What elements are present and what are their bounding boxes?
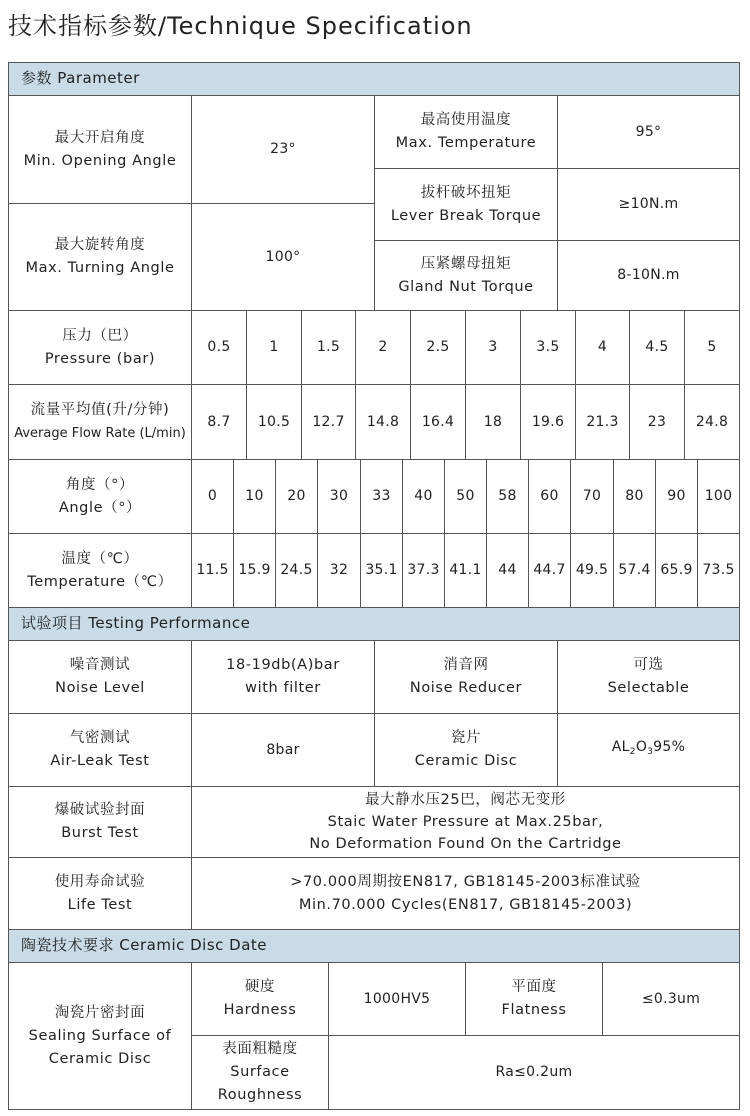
pressure-value-2: 1.5 [301,310,355,384]
pressure-value-9: 5 [684,310,739,384]
burst-test-cn: 爆破试验封面 [54,802,146,818]
pressure-value-0: 0.5 [191,310,246,384]
flatness-label [465,963,602,1035]
flow-rate-value-5: 18 [465,384,520,459]
pressure-label [9,310,191,384]
max-temperature-en: Max. Temperature [395,135,537,151]
max-turning-angle-cn: 最大旋转角度 [54,237,146,253]
temperature-value-5: 37.3 [402,533,444,607]
noise-reducer-en: Noise Reducer [409,680,523,696]
min-opening-angle-en: Min. Opening Angle [23,152,177,169]
pressure-value-8: 4.5 [629,310,684,384]
temperature-value-1: 15.9 [233,533,275,607]
ceramic-section-header: 陶瓷技术要求 Ceramic Disc Date [9,929,739,963]
parameter-section-header: 参数 Parameter [9,63,739,96]
specification-table [8,62,740,1110]
selectable-cn: 可选 [633,657,664,673]
angle-value-8: 60 [528,459,570,533]
pressure-en: Pressure (bar) [44,350,156,367]
max-temperature-value: 95° [557,96,739,168]
sealing-surface-en-line2: Ceramic Disc [48,1050,152,1067]
noise-reducer-cn: 消音网 [443,657,489,673]
lever-break-torque-cn: 拔杆破坏扭矩 [420,184,512,201]
noise-reducer-cell [374,641,557,713]
max-turning-angle-label [9,203,191,310]
angle-value-2: 20 [275,459,317,533]
flatness-cn: 平面度 [511,979,557,995]
temperature-value-10: 57.4 [613,533,655,607]
noise-level-label [9,641,191,713]
angle-label [9,459,191,533]
ceramic-disc-cn: 瓷片 [450,730,482,746]
noise-level-value-line1: 18-19db(A)bar [226,657,340,673]
max-turning-angle-en: Max. Turning Angle [25,260,175,276]
flow-rate-value-7: 21.3 [575,384,629,459]
noise-level-en: Noise Level [55,680,145,696]
hardness-cn: 硬度 [244,979,276,995]
angle-value-4: 33 [360,459,402,533]
life-test-cn: 使用寿命试验 [54,873,146,890]
roughness-label [191,1035,328,1109]
flow-rate-en: Average Flow Rate (L/min) [14,426,186,441]
angle-value-7: 58 [486,459,528,533]
min-opening-angle-value: 23° [191,96,374,203]
roughness-cn: 表面粗糙度 [222,1041,298,1057]
lever-break-torque-label [374,168,557,240]
angle-value-3: 30 [317,459,360,533]
max-turning-angle-value: 100° [191,203,374,310]
lever-break-torque-value: ≥10N.m [557,168,739,240]
min-opening-angle-cn: 最大开启角度 [54,129,146,146]
air-leak-cn: 气密测试 [69,730,131,746]
flow-rate-value-2: 12.7 [301,384,355,459]
flow-rate-value-0: 8.7 [191,384,246,459]
flow-rate-value-4: 16.4 [410,384,465,459]
hardness-en: Hardness [223,1002,297,1018]
selectable-en: Selectable [607,680,690,696]
air-leak-label [9,713,191,786]
burst-test-line2: Staic Water Pressure at Max.25bar, [327,814,604,830]
roughness-value: Ra≤0.2um [328,1035,739,1109]
flow-rate-value-9: 24.8 [684,384,739,459]
testing-section-header: 试验项目 Testing Performance [9,607,739,641]
noise-level-value [191,641,374,713]
pressure-value-6: 3.5 [520,310,575,384]
max-temperature-cn: 最高使用温度 [420,112,512,128]
air-leak-value: 8bar [191,713,374,786]
temperature-value-4: 35.1 [360,533,402,607]
pressure-value-3: 2 [355,310,410,384]
gland-nut-torque-value: 8-10N.m [557,240,739,310]
alumina-value [557,713,739,786]
angle-value-12: 100 [697,459,739,533]
ceramic-disc-en: Ceramic Disc [414,753,518,769]
air-leak-en: Air-Leak Test [50,753,150,769]
life-test-line1: >70.000周期按EN817, GB18145-2003标准试验 [290,873,641,890]
flow-rate-cn: 流量平均值(升/分钟) [30,402,170,418]
flow-rate-value-1: 10.5 [246,384,301,459]
angle-value-9: 70 [570,459,613,533]
temperature-label [9,533,191,607]
burst-test-label [9,786,191,857]
pressure-cn: 压力（巴） [62,327,138,344]
flatness-value: ≤0.3um [602,963,739,1035]
lever-break-torque-en: Lever Break Torque [390,207,542,224]
angle-en: Angle（°） [58,499,142,516]
sealing-surface-label [9,963,191,1109]
sealing-surface-en-line1: Sealing Surface of [28,1027,172,1044]
angle-cn: 角度（°） [65,476,135,493]
max-temperature-label [374,96,557,168]
angle-value-5: 40 [402,459,444,533]
noise-level-cn: 噪音测试 [69,657,131,673]
burst-test-en: Burst Test [61,825,139,841]
temperature-value-8: 44.7 [528,533,570,607]
temperature-value-9: 49.5 [570,533,613,607]
selectable-cell [557,641,739,713]
pressure-value-7: 4 [575,310,629,384]
gland-nut-torque-en: Gland Nut Torque [398,278,534,295]
gland-nut-torque-cn: 压紧螺母扭矩 [420,255,512,272]
burst-test-line3: No Deformation Found On the Cartridge [309,836,622,852]
flow-rate-value-6: 19.6 [520,384,575,459]
sealing-surface-cn: 淘瓷片密封面 [54,1004,146,1021]
flow-rate-value-3: 14.8 [355,384,410,459]
angle-value-10: 80 [613,459,655,533]
temperature-cn: 温度（℃） [61,550,139,567]
angle-value-0: 0 [191,459,233,533]
ceramic-disc-cell [374,713,557,786]
alumina-formula: $AL_2O_395\%$ [611,739,686,757]
pressure-value-4: 2.5 [410,310,465,384]
flow-rate-label [9,384,191,459]
burst-test-value [191,786,739,857]
life-test-value [191,857,739,929]
temperature-value-3: 32 [317,533,360,607]
angle-value-11: 90 [655,459,697,533]
noise-level-value-line2: with filter [245,680,321,696]
life-test-en: Life Test [67,896,133,913]
pressure-value-1: 1 [246,310,301,384]
life-test-label [9,857,191,929]
temperature-value-0: 11.5 [191,533,233,607]
temperature-en: Temperature（℃） [27,573,173,590]
temperature-value-12: 73.5 [697,533,739,607]
hardness-value: 1000HV5 [328,963,465,1035]
temperature-value-11: 65.9 [655,533,697,607]
page-title: 技术指标参数/Technique Specification [8,12,473,40]
angle-value-1: 10 [233,459,275,533]
burst-test-line1: 最大静水压25巴，阀芯无变形 [365,792,566,808]
temperature-value-7: 44 [486,533,528,607]
roughness-en-line1: Surface [230,1064,290,1080]
angle-value-6: 50 [444,459,486,533]
flatness-en: Flatness [501,1002,567,1018]
roughness-en-line2: Roughness [217,1087,303,1103]
life-test-line2: Min.70.000 Cycles(EN817, GB18145-2003) [298,896,633,913]
gland-nut-torque-label [374,240,557,310]
flow-rate-value-8: 23 [629,384,684,459]
temperature-value-2: 24.5 [275,533,317,607]
min-opening-angle-label [9,96,191,203]
hardness-label [191,963,328,1035]
pressure-value-5: 3 [465,310,520,384]
temperature-value-6: 41.1 [444,533,486,607]
